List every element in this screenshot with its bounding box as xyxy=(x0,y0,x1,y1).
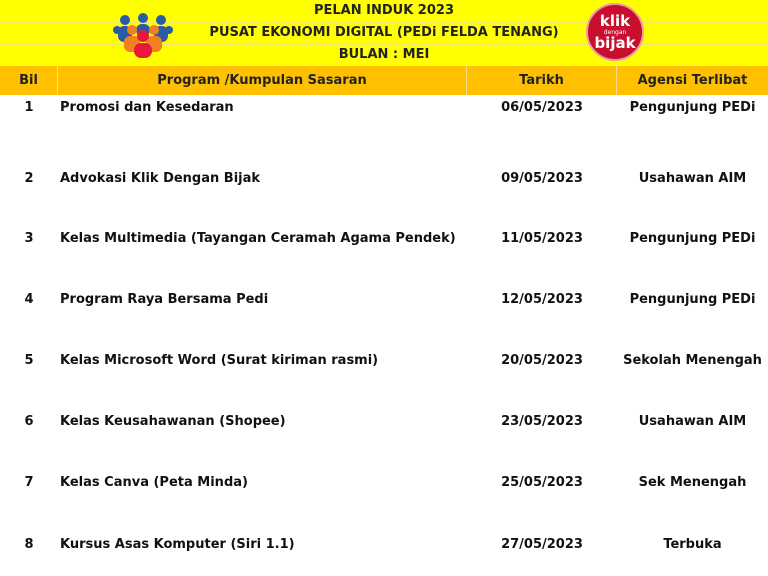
table-row xyxy=(0,537,768,557)
row-agensi: Sekolah Menengah xyxy=(623,353,762,368)
people-group-logo-icon xyxy=(112,12,174,58)
row-program: Kelas Keusahawanan (Shopee) xyxy=(60,414,286,429)
table-row xyxy=(0,171,768,191)
title-line-1: PELAN INDUK 2023 xyxy=(0,0,768,23)
row-program: Kursus Asas Komputer (Siri 1.1) xyxy=(60,537,295,552)
row-bil: 1 xyxy=(24,100,34,115)
row-tarikh: 27/05/2023 xyxy=(501,537,583,552)
table-row xyxy=(0,292,768,312)
column-header-bil: Bil xyxy=(0,66,58,95)
column-header-agensi: Agensi Terlibat xyxy=(617,66,768,95)
row-program: Kelas Multimedia (Tayangan Ceramah Agama Pendek) xyxy=(60,231,456,246)
row-bil: 2 xyxy=(24,171,34,186)
row-bil: 5 xyxy=(24,353,34,368)
row-agensi: Terbuka xyxy=(663,537,722,552)
logo-text-middle: dengan xyxy=(603,29,627,36)
logo-text-top: klik xyxy=(599,12,631,30)
row-bil: 4 xyxy=(24,292,34,307)
row-agensi: Pengunjung PEDi xyxy=(629,100,756,115)
table-row xyxy=(0,414,768,434)
row-tarikh: 23/05/2023 xyxy=(501,414,583,429)
row-program: Kelas Canva (Peta Minda) xyxy=(60,475,248,490)
row-bil: 3 xyxy=(24,231,34,246)
title-line-2: PUSAT EKONOMI DIGITAL (PEDi FELDA TENANG) xyxy=(0,22,768,45)
row-program: Promosi dan Kesedaran xyxy=(60,100,234,115)
row-agensi: Sek Menengah xyxy=(638,475,747,490)
row-agensi: Pengunjung PEDi xyxy=(629,292,756,307)
klik-dengan-bijak-logo xyxy=(586,3,644,61)
column-header-program: Program /Kumpulan Sasaran xyxy=(58,66,467,95)
table-row xyxy=(0,353,768,373)
row-program: Kelas Microsoft Word (Surat kiriman rasmi) xyxy=(60,353,379,368)
row-tarikh: 25/05/2023 xyxy=(501,475,583,490)
row-program: Advokasi Klik Dengan Bijak xyxy=(60,171,261,186)
row-tarikh: 11/05/2023 xyxy=(501,231,583,246)
title-line-3: BULAN : MEI xyxy=(338,47,430,62)
row-agensi: Usahawan AIM xyxy=(638,171,747,186)
row-agensi: Pengunjung PEDi xyxy=(629,231,756,246)
table-row xyxy=(0,100,768,120)
row-bil: 6 xyxy=(24,414,34,429)
table-row xyxy=(0,475,768,495)
row-tarikh: 12/05/2023 xyxy=(501,292,583,307)
row-tarikh: 09/05/2023 xyxy=(501,171,583,186)
row-bil: 7 xyxy=(24,475,34,490)
table-row xyxy=(0,231,768,251)
logo-text-bottom: bijak xyxy=(594,34,636,52)
row-bil: 8 xyxy=(24,537,34,552)
row-tarikh: 20/05/2023 xyxy=(501,353,583,368)
column-header-tarikh: Tarikh xyxy=(467,66,617,95)
row-agensi: Usahawan AIM xyxy=(638,414,747,429)
row-tarikh: 06/05/2023 xyxy=(501,100,583,115)
row-program: Program Raya Bersama Pedi xyxy=(60,292,269,307)
